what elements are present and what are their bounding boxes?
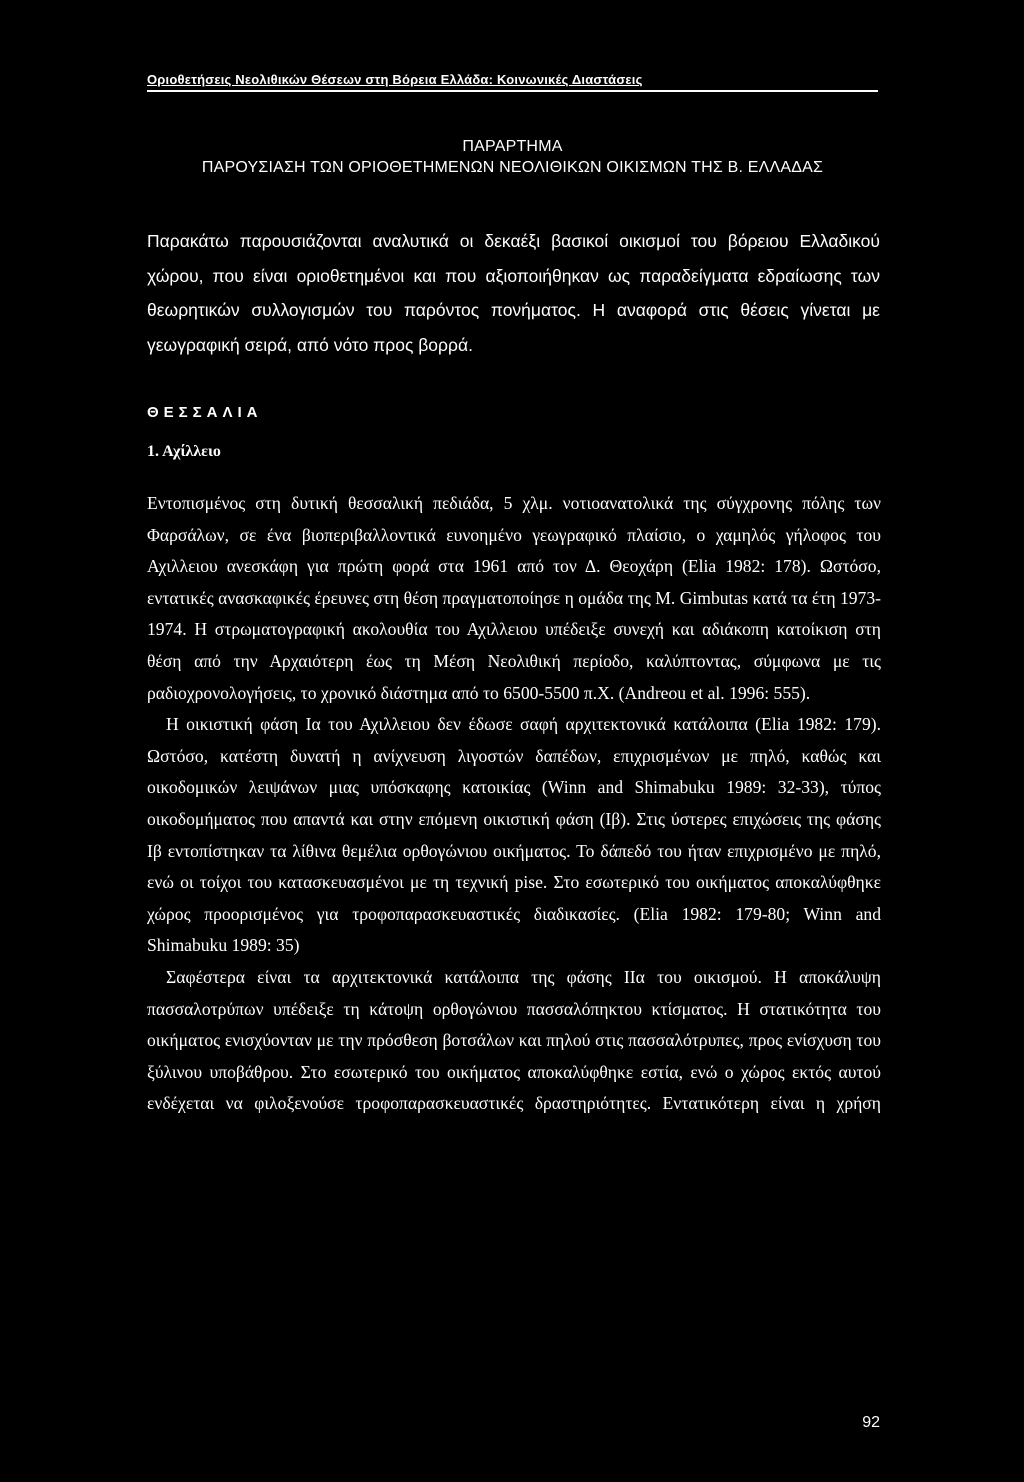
paragraph-3: Σαφέστερα είναι τα αρχιτεκτονικά κατάλοιπα της φάσης ΙΙα του οικισμού. Η αποκάλυψη πασσαλοτρύπων υπέδειξε τη κάτοψη ορθογώνιου πασσαλόπηκτου κτίσματος. Η στατικότητα του οικήματος ενισχύονταν με την πρόσθεση βοτσάλων και πηλού στις πασσαλότρυπες, προς ενίσχυση του ξύλινου υποβάθρου. Στο εσωτερικό του οικήματος αποκαλύφθηκε εστία, ενώ ο χώρος εκτός αυτού ενδέχεται να φιλοξενούσε τροφοπαρασκευαστικές δραστηριότητες. Εντατικότερη είναι η χρήση — [147, 966, 881, 1114]
running-header — [147, 71, 878, 92]
running-title: Οριοθετήσεις Νεολιθικών Θέσεων στη Βόρεια Ελλάδα: Κοινωνικές Διαστάσεις — [147, 72, 643, 87]
paragraph-1: Εντοπισμένος στη δυτική θεσσαλική πεδιάδα, 5 χλμ. νοτιοανατολικά της σύγχρονης πόλης των Φαρσάλων, σε ένα βιοπεριβαλλοντικά ευνοημένο γεωγραφικό πλαίσιο, ο χαμηλός γήλοφος του Αχιλλειου ανεσκάφη για πρώτη φορά στα 1961 από τον Δ. Θεοχάρη (Elia 1982: 178). Ωστόσο, εντατικές ανασκαφικές έρευνες στη θέση πραγματοποίησε η ομάδα της Μ. Gimbutas κατά τα έτη 1973-1974. Η στρωματογραφική ακολουθία του Αχιλλειου υπέδειξε συνεχή και αδιάκοπη κατοίκιση στη θέση από την Αρχαιότερη έως τη Μέση Νεολιθική περίοδο, καλύπτοντας, σύμφωνα με τις ραδιοχρονολογήσεις, το χρονικό διάστημα από το 6500-5500 π.Χ. (Andreou et al. 1996: 555). — [147, 493, 881, 703]
site-description — [147, 488, 881, 1120]
appendix-heading — [147, 136, 878, 178]
page-number: 92 — [862, 1414, 880, 1431]
site-title: 1. Αχίλλειο — [147, 443, 221, 460]
appendix-label: ΠΑΡΑΡΤΗΜΑ — [462, 138, 563, 155]
paragraph-2: Η οικιστική φάση Ια του Αχιλλειου δεν έδωσε σαφή αρχιτεκτονικά κατάλοιπα (Elia 1982: 179). Ωστόσο, κατέστη δυνατή η ανίχνευση λιγοστών δαπέδων, επιχρισμένων με πηλό, καθώς και οικοδομικών λειψάνων μιας υπόσκαφης κατοικίας (Winn and Shimabuku 1989: 32-33), τύπος οικοδομήματος που απαντά και στην επόμενη οικιστική φάση (Ιβ). Στις ύστερες επιχώσεις της φάσης Ιβ εντοπίστηκαν τα λίθινα θεμέλια ορθογώνιου οικήματος. Το δάπεδό του ήταν επιχρισμένο με πηλό, ενώ οι τοίχοι του κατασκευασμένοι με τη τεχνική pise. Στο εσωτερικό του οικήματος αποκαλύφθηκε χώρος προορισμένος για τροφοπαρασκευαστικές διαδικασίες. (Elia 1982: 179-80; Winn and Shimabuku 1989: 35) — [147, 714, 881, 956]
intro-paragraph: Παρακάτω παρουσιάζονται αναλυτικά οι δεκαέξι βασικοί οικισμοί του βόρειου Ελλαδικού χώρου, που είναι οριοθετημένοι και που αξιοποιήθηκαν ως παραδείγματα εδραίωσης των θεωρητικών συλλογισμών του παρόντος πονήματος. Η αναφορά στις θέσεις γίνεται με γεωγραφική σειρά, από νότο προς βορρά. — [147, 231, 880, 355]
region-heading: ΘΕΣΣΑΛΙΑ — [147, 404, 263, 421]
appendix-title: ΠΑΡΟΥΣΙΑΣΗ ΤΩΝ ΟΡΙΟΘΕΤΗΜΕΝΩΝ ΝΕΟΛΙΘΙΚΩΝ ΟΙΚΙΣΜΩΝ ΤΗΣ Β. ΕΛΛΑΔΑΣ — [201, 159, 824, 176]
